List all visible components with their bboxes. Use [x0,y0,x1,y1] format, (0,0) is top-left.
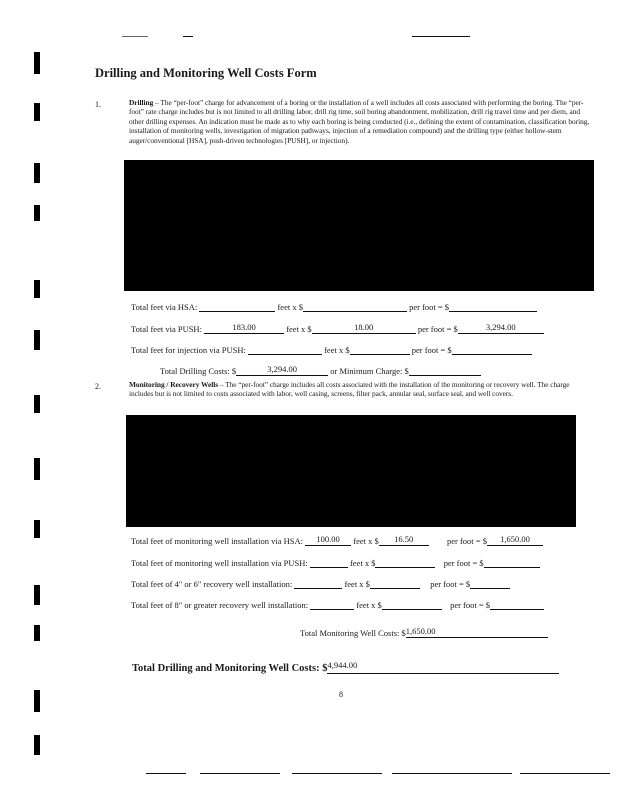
field-label: Total feet via PUSH: [131,324,202,334]
total-monitoring-line [300,627,548,638]
scan-mark [292,773,382,774]
section-description [129,98,591,145]
binder-mark [34,52,40,74]
field-label: per foot = $ [443,558,484,568]
field-label: per foot = $ [409,302,450,312]
total-field[interactable] [449,301,537,312]
section-description [129,380,591,399]
feet-field[interactable]: 100.00 [305,535,351,546]
rate-field[interactable] [375,557,435,568]
feet-field[interactable] [294,578,342,589]
field-label: per foot = $ [417,324,458,334]
rate-field[interactable] [370,578,420,589]
recovery46-line [131,578,510,589]
scan-mark [200,773,280,774]
field-label: feet x $ [277,302,303,312]
field-label: feet x $ [353,536,379,546]
scan-mark [520,773,610,774]
scan-mark [146,773,186,774]
feet-field[interactable]: 183.00 [204,323,284,334]
section-text: – The “per-foot” charge includes all costs associated with the installation of the monitoring or recovery well. The charge includes but is not limited to costs associated with labor, well casing, screens, filter pack, annular seal, surface seal, and well covers. [129,380,570,399]
total-field[interactable] [490,599,544,610]
injection-line [131,344,532,355]
rate-field[interactable]: 18.00 [312,323,416,334]
field-label: Total feet via HSA: [131,302,198,312]
grand-total-line [132,661,559,674]
section-number: 1. [95,100,101,109]
redacted-block [126,415,576,527]
binder-mark [34,585,40,605]
field-label: Total feet of monitoring well installation via HSA: [131,536,303,546]
rate-field[interactable]: 16.50 [379,535,429,546]
push-line [131,323,544,334]
binder-mark [34,163,40,183]
binder-mark [34,625,40,641]
section-text: – The “per-foot” charge for advancement of a boring or the installation of a well includes all costs associated with performing the boring. The “per-foot” rate charge includes but is not limited to all drilling labor, drill rig time, soil boring abandonment, mobilization, drill rig travel time and per diem, and other drilling expenses. An indication must be made as to why each boring is being conducted (i.e., defining the extent of contamination, classification boring, installation of monitoring wells, investigation of migration pathways, injection of a remediation compound) and the drilling type (either hollow-stem auger/conventional [HSA], push-driven technologies [PUSH], or injection). [129,98,590,145]
scan-mark [183,36,193,37]
binder-mark [34,280,40,298]
scan-mark [392,773,512,774]
binder-mark [34,690,40,712]
minimum-charge-field[interactable] [409,365,481,376]
field-label: feet x $ [324,345,350,355]
binder-mark [34,395,40,413]
field-label: Total feet for injection via PUSH: [131,345,246,355]
total-field[interactable] [470,578,510,589]
total-drilling-line [160,365,481,376]
binder-mark [34,458,40,480]
field-label: feet x $ [356,600,382,610]
binder-mark [34,103,40,121]
grand-total-field[interactable]: 4,944.00 [327,661,559,674]
field-label: per foot = $ [450,600,491,610]
minimum-charge-label: or Minimum Charge: $ [330,366,409,376]
feet-field[interactable] [199,301,275,312]
feet-field[interactable] [310,557,348,568]
section-heading: Monitoring / Recovery Wells [129,380,219,389]
mw-push-line [131,557,540,568]
redacted-block [124,160,594,291]
field-label: feet x $ [349,558,376,568]
field-label: per foot = $ [446,536,487,546]
total-monitoring-field[interactable]: 1,650.00 [406,627,548,638]
field-label: feet x $ [344,579,370,589]
scan-mark [412,36,470,37]
total-field[interactable] [452,344,532,355]
binder-mark [34,330,40,350]
form-title: Drilling and Monitoring Well Costs Form [95,66,317,80]
binder-mark [34,735,40,755]
rate-field[interactable] [382,599,442,610]
binder-mark [34,520,40,538]
feet-field[interactable] [310,599,354,610]
field-label: Total feet of monitoring well installation via PUSH: [131,558,308,568]
grand-total-label: Total Drilling and Monitoring Well Costs: $ [132,663,328,674]
page-number: 8 [339,690,343,699]
field-label: Total feet of 4" or 6" recovery well installation: [131,579,293,589]
rate-field[interactable] [350,344,410,355]
total-drilling-label: Total Drilling Costs: $ [160,366,237,376]
binder-mark [34,205,40,221]
total-field[interactable]: 1,650.00 [487,535,543,546]
field-label: Total feet of 8" or greater recovery well installation: [131,600,309,610]
field-label: per foot = $ [430,579,471,589]
field-label: feet x $ [286,324,312,334]
mw-hsa-line [131,535,543,546]
feet-field[interactable] [248,344,322,355]
rate-field[interactable] [303,301,407,312]
field-label: per foot = $ [411,345,452,355]
scan-mark [122,36,148,37]
section-number: 2. [95,382,101,391]
total-drilling-field[interactable]: 3,294.00 [236,365,328,376]
total-field[interactable] [484,557,540,568]
recovery8-line [131,599,544,610]
total-monitoring-label: Total Monitoring Well Costs: $ [300,628,406,638]
hsa-line [131,301,537,312]
total-field[interactable]: 3,294.00 [458,323,544,334]
section-heading: Drilling [129,98,154,107]
